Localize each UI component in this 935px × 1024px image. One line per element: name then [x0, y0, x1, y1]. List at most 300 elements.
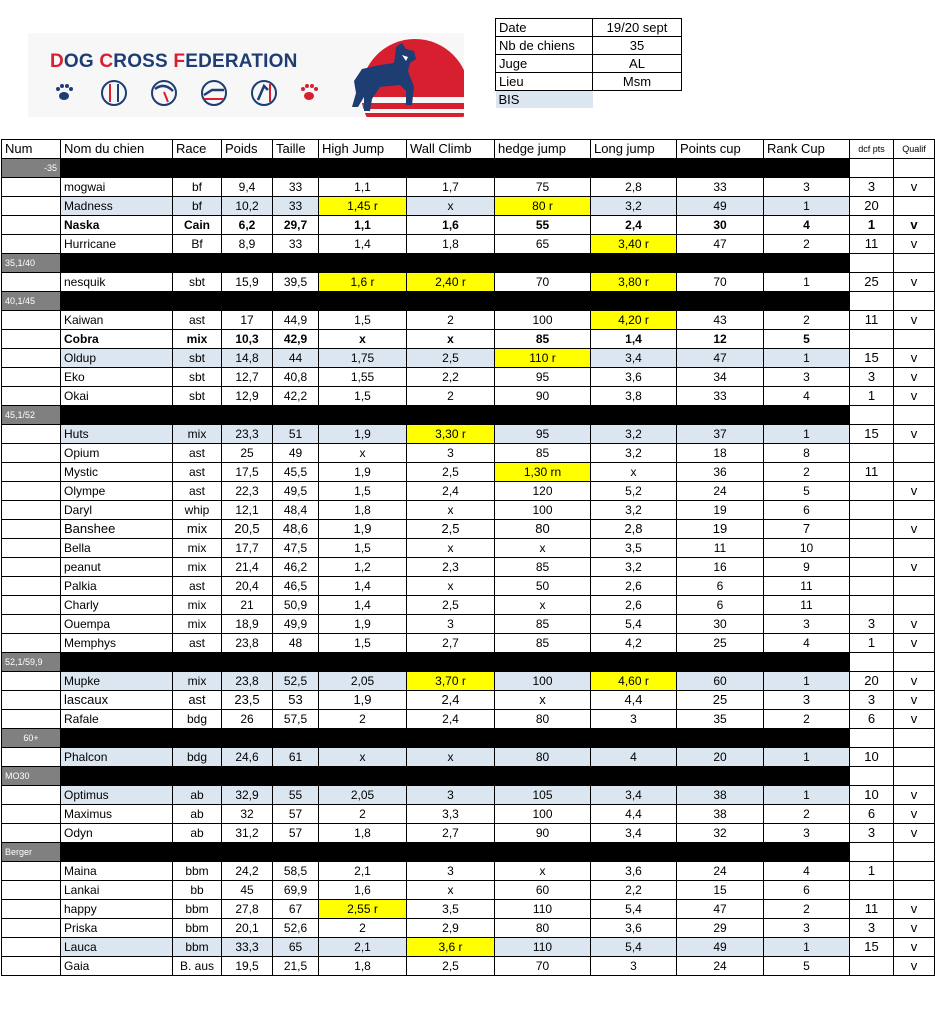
hedge-jump-cell: 85	[495, 615, 591, 634]
wall-climb-cell: 3	[407, 862, 495, 881]
rank-cup-cell: 1	[764, 425, 850, 444]
dog-row	[2, 178, 935, 197]
info-row	[496, 19, 682, 37]
num-cell	[2, 444, 61, 463]
qualif-cell: v	[894, 216, 935, 235]
taille-cell: 57,5	[273, 710, 319, 729]
dog-row	[2, 881, 935, 900]
qualif-cell	[894, 843, 935, 862]
poids-cell: 12,7	[222, 368, 273, 387]
taille-cell: 48	[273, 634, 319, 653]
dog-row	[2, 216, 935, 235]
num-cell	[2, 463, 61, 482]
dog-name-cell: Maina	[61, 862, 173, 881]
qualif-cell	[894, 539, 935, 558]
wall-climb-cell: 2,5	[407, 463, 495, 482]
logo-letter: C	[99, 51, 114, 72]
wall-climb-cell: x	[407, 881, 495, 900]
qualif-cell: v	[894, 615, 935, 634]
poids-cell: 27,8	[222, 900, 273, 919]
dog-row	[2, 387, 935, 406]
long-jump-cell: 5,4	[591, 900, 677, 919]
poids-cell: 12,1	[222, 501, 273, 520]
col-poids: Poids	[222, 140, 273, 159]
qualif-cell	[894, 748, 935, 767]
long-jump-cell: 3,6	[591, 862, 677, 881]
dog-name-cell: lascaux	[61, 691, 173, 710]
race-cell: mix	[173, 520, 222, 539]
points-cup-cell: 43	[677, 311, 764, 330]
long-jump-cell: 5,4	[591, 615, 677, 634]
dog-name-cell: Lankai	[61, 881, 173, 900]
long-jump-cell: 3,80 r	[591, 273, 677, 292]
num-cell	[2, 501, 61, 520]
hedge-jump-cell: x	[495, 862, 591, 881]
qualif-cell: v	[894, 919, 935, 938]
qualif-cell: v	[894, 349, 935, 368]
high-jump-cell: 2,1	[319, 938, 407, 957]
rank-cup-cell: 3	[764, 368, 850, 387]
logo-wordmark	[50, 51, 298, 73]
col-name: Nom du chien	[61, 140, 173, 159]
long-jump-cell: 3,2	[591, 425, 677, 444]
num-cell	[2, 710, 61, 729]
qualif-cell: v	[894, 558, 935, 577]
poids-cell: 19,5	[222, 957, 273, 976]
paw-icon	[301, 84, 318, 100]
category-row	[2, 292, 935, 311]
category-bar	[61, 653, 850, 672]
high-jump-cell: 1,5	[319, 482, 407, 501]
high-jump-cell: 1,55	[319, 368, 407, 387]
points-cup-cell: 35	[677, 710, 764, 729]
taille-cell: 44,9	[273, 311, 319, 330]
dog-row	[2, 558, 935, 577]
dog-name-cell: Olympe	[61, 482, 173, 501]
high-jump-cell: 2	[319, 919, 407, 938]
wall-climb-cell: 3	[407, 786, 495, 805]
race-cell: mix	[173, 539, 222, 558]
points-cup-cell: 6	[677, 596, 764, 615]
long-jump-cell: 2,2	[591, 881, 677, 900]
race-cell: ast	[173, 577, 222, 596]
qualif-cell	[894, 406, 935, 425]
rank-cup-cell: 2	[764, 805, 850, 824]
hedge-jump-cell: 80	[495, 919, 591, 938]
wall-climb-cell: x	[407, 577, 495, 596]
wall-climb-cell: 2,5	[407, 596, 495, 615]
wall-climb-cell: 2,4	[407, 482, 495, 501]
wall-climb-cell: 3	[407, 444, 495, 463]
high-jump-icon	[102, 81, 126, 105]
hedge-jump-cell: 95	[495, 425, 591, 444]
high-jump-cell: 1,4	[319, 577, 407, 596]
logo-letter: D	[50, 51, 64, 72]
info-key: BIS	[496, 91, 593, 109]
hedge-jump-cell: 90	[495, 387, 591, 406]
category-bar	[61, 729, 850, 748]
info-row	[496, 55, 682, 73]
category-row	[2, 254, 935, 273]
poids-cell: 12,9	[222, 387, 273, 406]
dog-row	[2, 330, 935, 349]
rank-cup-cell: 1	[764, 748, 850, 767]
hedge-jump-cell: 110	[495, 938, 591, 957]
dcf-pts-cell	[850, 520, 894, 539]
rank-cup-cell: 1	[764, 938, 850, 957]
race-cell: bbm	[173, 900, 222, 919]
taille-cell: 40,8	[273, 368, 319, 387]
hedge-jump-cell: 80	[495, 748, 591, 767]
points-cup-cell: 11	[677, 539, 764, 558]
qualif-cell: v	[894, 425, 935, 444]
hedge-jump-cell: 85	[495, 558, 591, 577]
dcf-pts-cell: 10	[850, 748, 894, 767]
poids-cell: 21	[222, 596, 273, 615]
race-cell: Cain	[173, 216, 222, 235]
qualif-cell: v	[894, 786, 935, 805]
points-cup-cell: 25	[677, 634, 764, 653]
points-cup-cell: 47	[677, 235, 764, 254]
dog-row	[2, 235, 935, 254]
wall-climb-icon	[252, 81, 276, 105]
long-jump-cell: 5,4	[591, 938, 677, 957]
category-row	[2, 159, 935, 178]
num-cell	[2, 919, 61, 938]
poids-cell: 21,4	[222, 558, 273, 577]
points-cup-cell: 19	[677, 520, 764, 539]
col-long-jump: Long jump	[591, 140, 677, 159]
rank-cup-cell: 4	[764, 387, 850, 406]
race-cell: bb	[173, 881, 222, 900]
points-cup-cell: 18	[677, 444, 764, 463]
points-cup-cell: 24	[677, 862, 764, 881]
num-cell	[2, 330, 61, 349]
taille-cell: 52,6	[273, 919, 319, 938]
qualif-cell: v	[894, 691, 935, 710]
poids-cell: 32,9	[222, 786, 273, 805]
num-cell	[2, 520, 61, 539]
wall-climb-cell: 2,7	[407, 824, 495, 843]
header-row	[2, 140, 935, 159]
rank-cup-cell: 11	[764, 577, 850, 596]
dog-row	[2, 444, 935, 463]
long-jump-cell: 2,8	[591, 178, 677, 197]
dcf-pts-cell	[850, 843, 894, 862]
col-dcf-pts: dcf pts	[850, 140, 894, 159]
dog-row	[2, 539, 935, 558]
category-bar	[61, 159, 850, 178]
info-key: Nb de chiens	[496, 37, 593, 55]
category-label: 52,1/59,9	[2, 653, 61, 672]
category-bar	[61, 406, 850, 425]
points-cup-cell: 16	[677, 558, 764, 577]
points-cup-cell: 6	[677, 577, 764, 596]
dcf-pts-cell: 6	[850, 710, 894, 729]
hedge-jump-cell: 65	[495, 235, 591, 254]
rank-cup-cell: 3	[764, 178, 850, 197]
hedge-jump-cell: 120	[495, 482, 591, 501]
col-race: Race	[173, 140, 222, 159]
high-jump-cell: 2,55 r	[319, 900, 407, 919]
dcf-pts-cell: 1	[850, 862, 894, 881]
race-cell: mix	[173, 330, 222, 349]
info-value	[593, 91, 682, 109]
dog-row	[2, 501, 935, 520]
poids-cell: 24,6	[222, 748, 273, 767]
dcf-pts-cell	[850, 482, 894, 501]
wall-climb-cell: 3,30 r	[407, 425, 495, 444]
poids-cell: 9,4	[222, 178, 273, 197]
dog-name-cell: Eko	[61, 368, 173, 387]
hedge-jump-cell: 100	[495, 501, 591, 520]
dog-row	[2, 311, 935, 330]
num-cell	[2, 368, 61, 387]
dog-name-cell: Lauca	[61, 938, 173, 957]
hedge-jump-cell: 100	[495, 805, 591, 824]
high-jump-cell: 2	[319, 710, 407, 729]
category-row	[2, 653, 935, 672]
dcf-pts-cell: 10	[850, 786, 894, 805]
hedge-jump-cell: 70	[495, 957, 591, 976]
hedge-jump-cell: 80	[495, 710, 591, 729]
dcf-pts-cell	[850, 767, 894, 786]
dog-row	[2, 691, 935, 710]
dog-name-cell: Mystic	[61, 463, 173, 482]
points-cup-cell: 30	[677, 216, 764, 235]
rank-cup-cell: 2	[764, 463, 850, 482]
dog-name-cell: Palkia	[61, 577, 173, 596]
poids-cell: 23,5	[222, 691, 273, 710]
points-cup-cell: 47	[677, 900, 764, 919]
info-key: Lieu	[496, 73, 593, 91]
high-jump-cell: 1,9	[319, 691, 407, 710]
high-jump-cell: 1,6 r	[319, 273, 407, 292]
long-jump-cell: 2,6	[591, 577, 677, 596]
col-wall-climb: Wall Climb	[407, 140, 495, 159]
hedge-jump-cell: 95	[495, 368, 591, 387]
dog-name-cell: Hurricane	[61, 235, 173, 254]
dog-row	[2, 748, 935, 767]
dcf-pts-cell: 15	[850, 425, 894, 444]
category-bar	[61, 843, 850, 862]
points-cup-cell: 38	[677, 805, 764, 824]
wall-climb-cell: 2,9	[407, 919, 495, 938]
long-jump-cell: 3,8	[591, 387, 677, 406]
category-row	[2, 843, 935, 862]
rank-cup-cell: 3	[764, 824, 850, 843]
hedge-jump-cell: 105	[495, 786, 591, 805]
wall-climb-cell: x	[407, 501, 495, 520]
high-jump-cell: 2,05	[319, 786, 407, 805]
poids-cell: 17,7	[222, 539, 273, 558]
long-jump-cell: 3	[591, 957, 677, 976]
race-cell: ast	[173, 463, 222, 482]
taille-cell: 45,5	[273, 463, 319, 482]
dcf-pts-cell: 11	[850, 900, 894, 919]
long-jump-cell: 1,4	[591, 330, 677, 349]
dcf-pts-cell: 25	[850, 273, 894, 292]
poids-cell: 24,2	[222, 862, 273, 881]
dog-name-cell: Madness	[61, 197, 173, 216]
dcf-pts-cell: 3	[850, 691, 894, 710]
dog-name-cell: peanut	[61, 558, 173, 577]
race-cell: bbm	[173, 919, 222, 938]
num-cell	[2, 216, 61, 235]
race-cell: mix	[173, 615, 222, 634]
event-info-table	[495, 18, 682, 108]
dog-name-cell: mogwai	[61, 178, 173, 197]
dcf-pts-cell	[850, 254, 894, 273]
rank-cup-cell: 3	[764, 615, 850, 634]
rank-cup-cell: 3	[764, 919, 850, 938]
qualif-cell: v	[894, 368, 935, 387]
race-cell: sbt	[173, 273, 222, 292]
hedge-jump-cell: 1,30 rn	[495, 463, 591, 482]
category-label: 40,1/45	[2, 292, 61, 311]
qualif-cell: v	[894, 235, 935, 254]
poids-cell: 23,8	[222, 634, 273, 653]
dcf-pts-cell: 20	[850, 672, 894, 691]
long-jump-cell: 3,4	[591, 786, 677, 805]
num-cell	[2, 672, 61, 691]
long-jump-cell: 3,4	[591, 824, 677, 843]
long-jump-cell: x	[591, 463, 677, 482]
high-jump-cell: 1,4	[319, 235, 407, 254]
points-cup-cell: 25	[677, 691, 764, 710]
hedge-jump-cell: 90	[495, 824, 591, 843]
rank-cup-cell: 9	[764, 558, 850, 577]
rank-cup-cell: 10	[764, 539, 850, 558]
race-cell: bdg	[173, 748, 222, 767]
taille-cell: 53	[273, 691, 319, 710]
dog-name-cell: Huts	[61, 425, 173, 444]
long-jump-cell: 4,4	[591, 805, 677, 824]
wall-climb-cell: x	[407, 539, 495, 558]
qualif-cell: v	[894, 311, 935, 330]
rank-cup-cell: 6	[764, 501, 850, 520]
num-cell	[2, 900, 61, 919]
logo-letter: F	[173, 51, 186, 72]
results-table	[1, 139, 935, 976]
taille-cell: 50,9	[273, 596, 319, 615]
poids-cell: 31,2	[222, 824, 273, 843]
poids-cell: 10,3	[222, 330, 273, 349]
dog-row	[2, 425, 935, 444]
dog-name-cell: Kaiwan	[61, 311, 173, 330]
num-cell	[2, 862, 61, 881]
qualif-cell	[894, 197, 935, 216]
race-cell: ast	[173, 634, 222, 653]
wall-climb-cell: 2	[407, 387, 495, 406]
logo-discipline-icons	[52, 78, 342, 108]
wall-climb-cell: 2,5	[407, 520, 495, 539]
hedge-jump-cell: 110	[495, 900, 591, 919]
category-label: 35,1/40	[2, 254, 61, 273]
dcf-pts-cell: 3	[850, 919, 894, 938]
taille-cell: 48,4	[273, 501, 319, 520]
dog-row	[2, 482, 935, 501]
logo-word: OG	[63, 51, 100, 72]
category-bar	[61, 292, 850, 311]
num-cell	[2, 235, 61, 254]
long-jump-cell: 3,6	[591, 368, 677, 387]
long-jump-cell: 4	[591, 748, 677, 767]
rank-cup-cell: 1	[764, 672, 850, 691]
dog-name-cell: Charly	[61, 596, 173, 615]
hedge-jump-cell: x	[495, 691, 591, 710]
hedge-jump-cell: 100	[495, 672, 591, 691]
qualif-cell	[894, 881, 935, 900]
hedge-jump-cell: 55	[495, 216, 591, 235]
high-jump-cell: 1,5	[319, 387, 407, 406]
poids-cell: 10,2	[222, 197, 273, 216]
poids-cell: 20,4	[222, 577, 273, 596]
taille-cell: 42,2	[273, 387, 319, 406]
high-jump-cell: 1,75	[319, 349, 407, 368]
hurdle-icon	[152, 81, 176, 105]
rank-cup-cell: 7	[764, 520, 850, 539]
poids-cell: 17,5	[222, 463, 273, 482]
long-jump-cell: 3,2	[591, 444, 677, 463]
long-jump-cell: 3,40 r	[591, 235, 677, 254]
high-jump-cell: 1,5	[319, 311, 407, 330]
qualif-cell: v	[894, 520, 935, 539]
taille-cell: 49,9	[273, 615, 319, 634]
wall-climb-cell: 2,7	[407, 634, 495, 653]
wall-climb-cell: 1,8	[407, 235, 495, 254]
high-jump-cell: 1,1	[319, 216, 407, 235]
taille-cell: 39,5	[273, 273, 319, 292]
wall-climb-cell: 2,4	[407, 691, 495, 710]
num-cell	[2, 881, 61, 900]
poids-cell: 18,9	[222, 615, 273, 634]
dog-name-cell: Ouempa	[61, 615, 173, 634]
rank-cup-cell: 2	[764, 311, 850, 330]
wall-climb-cell: x	[407, 330, 495, 349]
rank-cup-cell: 4	[764, 634, 850, 653]
wall-climb-cell: 1,7	[407, 178, 495, 197]
category-row	[2, 729, 935, 748]
poids-cell: 6,2	[222, 216, 273, 235]
rank-cup-cell: 2	[764, 235, 850, 254]
long-jump-cell: 5,2	[591, 482, 677, 501]
dog-name-cell: Okai	[61, 387, 173, 406]
dcf-pts-cell	[850, 501, 894, 520]
dcf-pts-cell: 3	[850, 824, 894, 843]
points-cup-cell: 20	[677, 748, 764, 767]
points-cup-cell: 30	[677, 615, 764, 634]
wall-climb-cell: 2,2	[407, 368, 495, 387]
points-cup-cell: 49	[677, 197, 764, 216]
num-cell	[2, 577, 61, 596]
wall-climb-cell: 1,6	[407, 216, 495, 235]
qualif-cell	[894, 729, 935, 748]
long-jump-cell: 4,20 r	[591, 311, 677, 330]
points-cup-cell: 38	[677, 786, 764, 805]
col-points-cup: Points cup	[677, 140, 764, 159]
qualif-cell	[894, 862, 935, 881]
qualif-cell: v	[894, 273, 935, 292]
poids-cell: 20,1	[222, 919, 273, 938]
hedge-jump-cell: 50	[495, 577, 591, 596]
points-cup-cell: 47	[677, 349, 764, 368]
qualif-cell	[894, 596, 935, 615]
rank-cup-cell: 1	[764, 786, 850, 805]
taille-cell: 21,5	[273, 957, 319, 976]
taille-cell: 49,5	[273, 482, 319, 501]
category-row	[2, 406, 935, 425]
